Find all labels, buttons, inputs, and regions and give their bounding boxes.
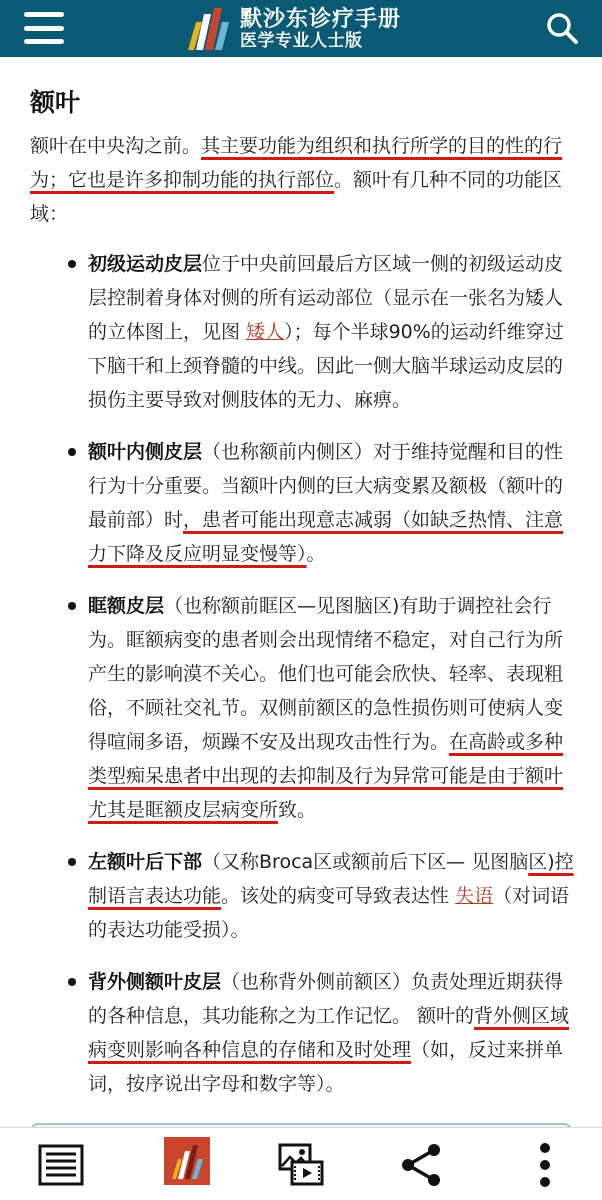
intro-text-4: 。额叶有几种不同的功能区域：: [30, 169, 563, 225]
msd-logo-icon: [182, 4, 234, 54]
area-name: 额叶内侧皮层: [88, 441, 203, 463]
search-icon[interactable]: [544, 10, 580, 46]
intro-text-1: 额叶在中央沟之前。: [30, 135, 202, 157]
area-text-highlighted: 在高龄或多种类型痴呆患者中出现的去抑制及行为异常可能是由于额叶尤其是眶额皮层病变所: [88, 731, 564, 821]
area-text-highlighted: ，患者可能出现意志减弱（如缺乏热情、注意力下降及反应明显变慢等）: [88, 509, 564, 565]
area-text-highlighted: 背外侧区域病变则影响各种信息的存储和及时处理: [88, 1005, 570, 1061]
area-text: （又称Broca区或额前后下区— 见图脑: [202, 851, 529, 873]
area-text: 。: [306, 543, 326, 565]
area-text: （也称背外侧前额区）负责处理近期获得的各种信息，其功能称之为工作记忆。 额叶的: [88, 971, 564, 1027]
homunculus-link[interactable]: 矮人: [246, 321, 285, 343]
list-item: [88, 965, 580, 1101]
list-item: [88, 247, 580, 417]
table-of-contents-icon[interactable]: [36, 1140, 86, 1190]
area-text: （也称额前眶区—见图脑区)有助于调控社会行为。眶额病变的患者则会出现情绪不稳定，对自己行为所产生的影响漠不关心。他们也可能会欣快、轻率、表现粗俗，不顾社交礼节。双侧前额区的急性损伤则可使病人变得喧闹多语，烦躁不安及出现攻击性行为。: [88, 595, 564, 753]
area-name: 背外侧额叶皮层: [88, 971, 222, 993]
share-icon[interactable]: [396, 1140, 446, 1190]
list-item: [88, 845, 580, 947]
area-text: （对词语的表达功能受损）。: [88, 885, 570, 941]
area-text: （也称额前内侧区）对于维持觉醒和目的性行为十分重要。当额叶内侧的巨大病变累及额极（额叶的最前部）时: [88, 441, 564, 531]
intro-paragraph: [30, 129, 578, 231]
area-text-highlighted: 区)控制语言表达功能: [88, 851, 574, 907]
area-name: 左额叶后下部: [88, 851, 203, 873]
area-text: 位于中央前回最后方区域一侧的初级运动皮层控制着身体对侧的所有运动部位（显示在一张名为矮人的立体图上，见图: [88, 253, 564, 343]
article-content[interactable]: [0, 57, 602, 1127]
app-title: 默沙东诊疗手册: [240, 6, 402, 32]
area-name: 眶额皮层: [88, 595, 165, 617]
hamburger-menu-icon[interactable]: [24, 12, 64, 44]
area-name: 初级运动皮层: [88, 253, 203, 275]
area-text: 致。: [278, 799, 317, 821]
list-item: [88, 435, 580, 571]
app-header: [0, 0, 602, 57]
msd-logo-home-icon[interactable]: [164, 1137, 210, 1185]
bottom-nav: [0, 1127, 602, 1200]
intro-text-2: 其主要功能为组织和执行所学的目的性的行为；: [30, 135, 563, 191]
area-text: ）；每个半球90%的运动纤维穿过下脑干和上颈脊髓的中线。因此一侧大脑半球运动皮层的损伤主要导致对侧肢体的无力、麻痹。: [88, 321, 564, 411]
intro-text-3: 它也是许多抑制功能的执行部位: [68, 169, 335, 191]
more-vertical-icon[interactable]: [520, 1140, 570, 1190]
section-title: 额叶: [30, 88, 81, 117]
media-gallery-icon[interactable]: [276, 1140, 326, 1190]
brand[interactable]: [182, 2, 401, 56]
list-item: [88, 589, 580, 827]
app-subtitle: 医学专业人士版: [240, 30, 363, 51]
aphasia-link[interactable]: 失语: [455, 885, 494, 907]
area-text: 。该处的病变可导致表达性: [221, 885, 456, 907]
area-text: （如，反过来拼单词，按序说出字母和数字等）。: [88, 1039, 564, 1095]
functional-areas-list: [88, 247, 580, 1119]
